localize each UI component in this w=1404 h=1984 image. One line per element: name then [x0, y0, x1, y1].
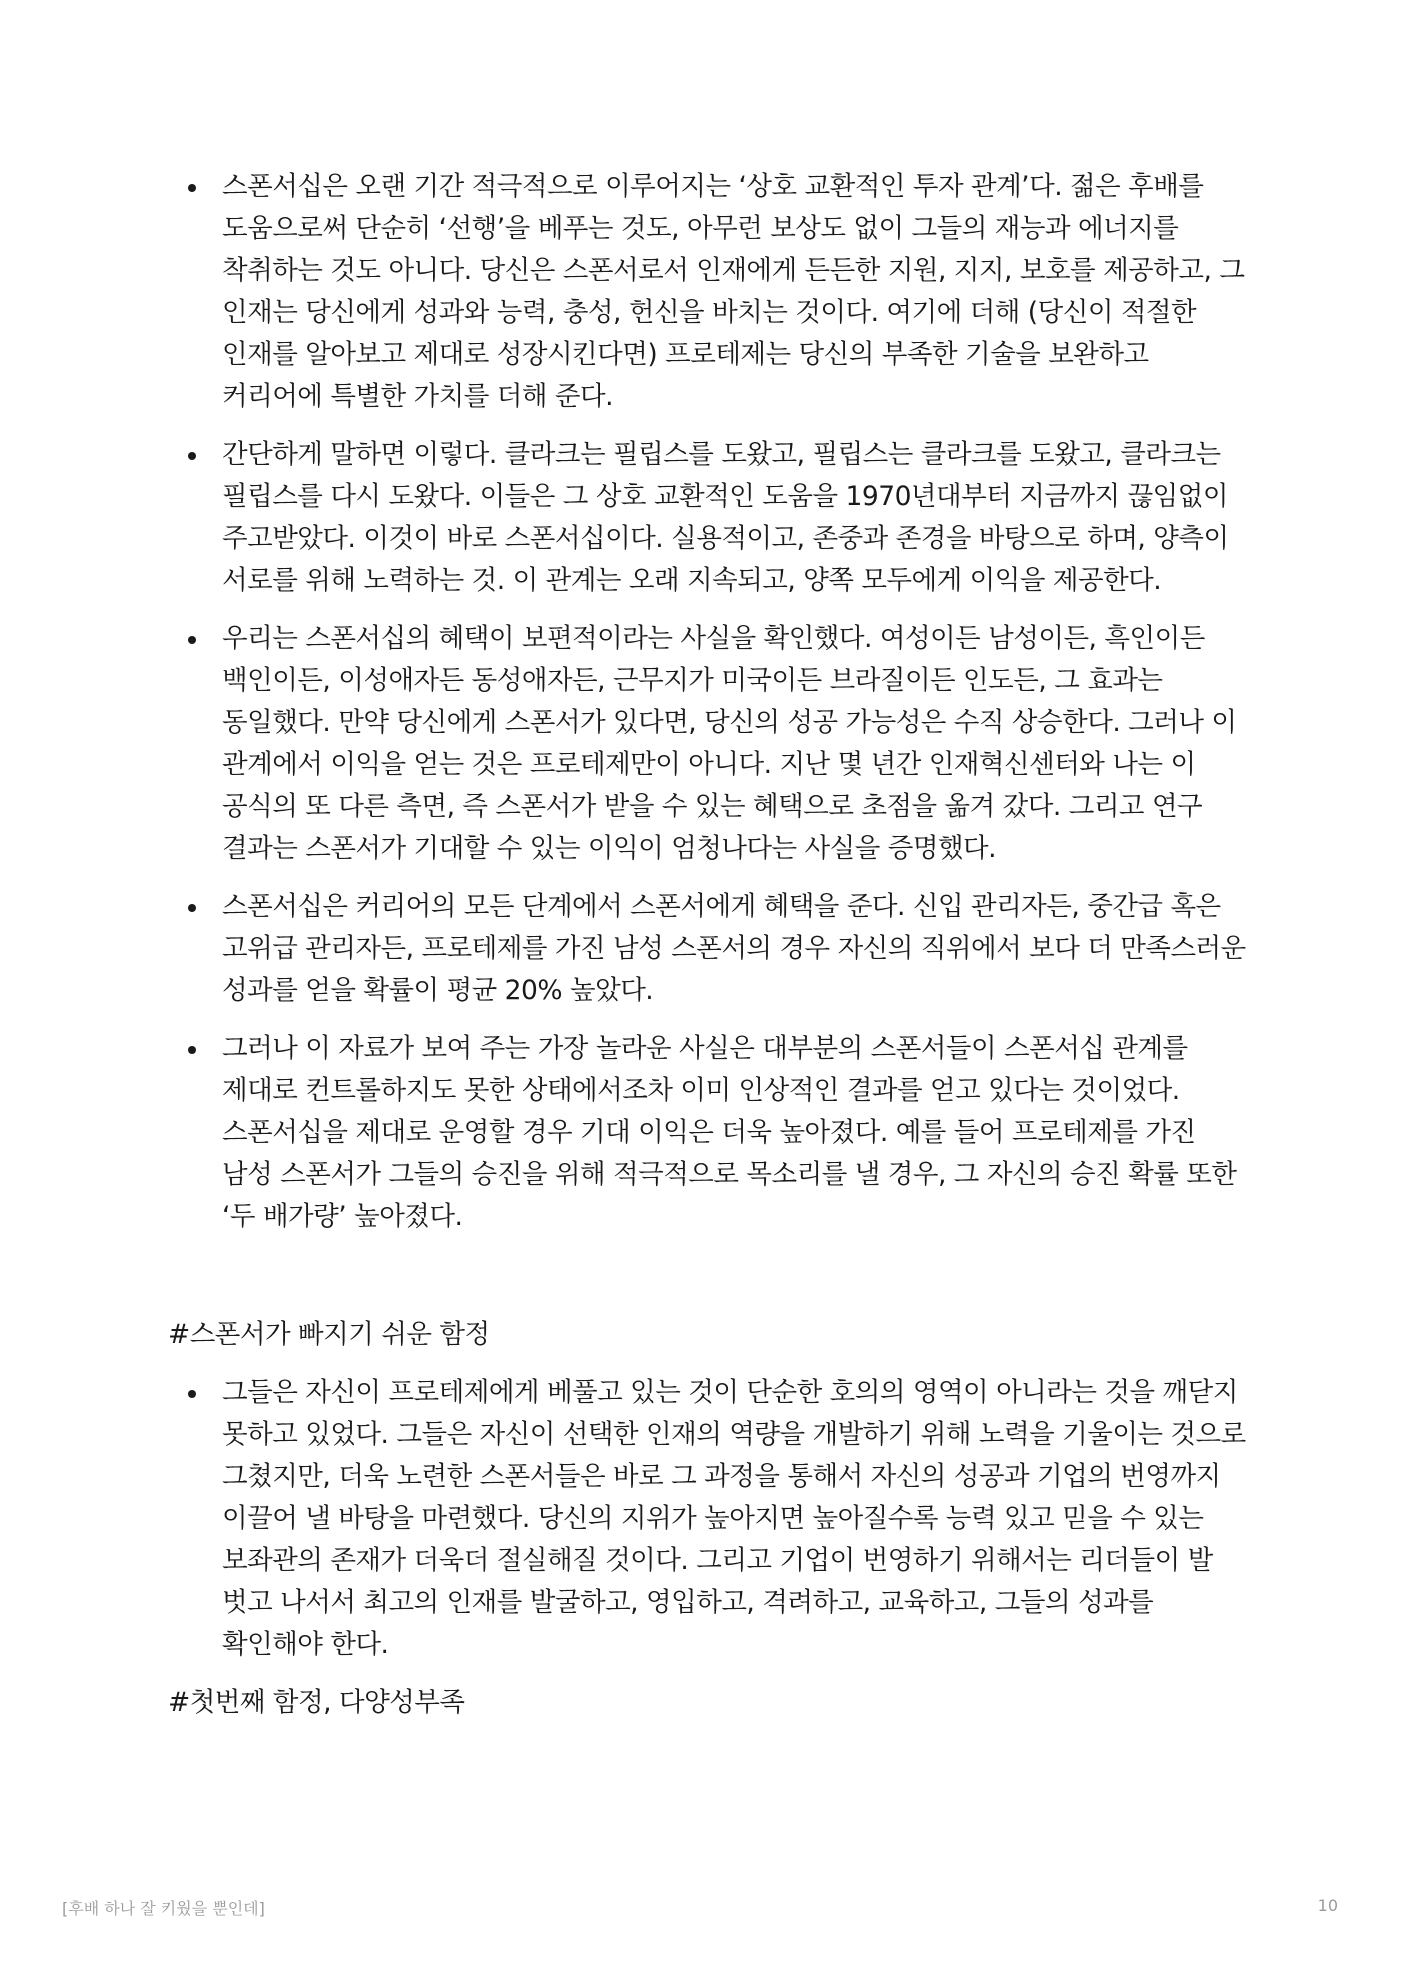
section-heading-first-trap: #첫번째 함정, 다양성부족 — [168, 1687, 465, 1718]
bullet-dot-icon — [188, 636, 196, 644]
list-item — [168, 434, 1248, 602]
paragraph-text: 그러나 이 자료가 보여 주는 가장 놀라운 사실은 대부분의 스폰서들이 스폰서십 관계를 제대로 컨트롤하지도 못한 상태에서조차 이미 인상적인 결과를 얻고 있다는 것이었다. 스폰서십을 제대로 운영할 경우 기대 이익은 더욱 높아졌다. 예를 들어 프로테제를 가진 남성 스폰서가 그들의 승진을 위해 적극적으로 목소리를 낼 경우, 그 자신의 승진 확률 또한 ‘두 배가량’ 높아졌다. — [222, 1033, 1237, 1232]
list-item — [168, 618, 1248, 870]
paragraph-text: 스폰서십은 커리어의 모든 단계에서 스폰서에게 혜택을 준다. 신입 관리자든, 중간급 혹은 고위급 관리자든, 프로테제를 가진 남성 스폰서의 경우 자신의 직위에서 보다 더 만족스러운 성과를 얻을 확률이 평균 20% 높았다. — [222, 891, 1246, 1006]
bullet-list-top — [168, 166, 1248, 1238]
list-item — [168, 886, 1248, 1012]
paragraph-text: 그들은 자신이 프로테제에게 베풀고 있는 것이 단순한 호의의 영역이 아니라는 것을 깨닫지 못하고 있었다. 그들은 자신이 선택한 인재의 역량을 개발하기 위해 노력을 기울이는 것으로 그쳤지만, 더욱 노련한 스폰서들은 바로 그 과정을 통해서 자신의 성공과 기업의 번영까지 이끌어 낼 바탕을 마련했다. 당신의 지위가 높아지면 높아질수록 능력 있고 믿을 수 있는 보좌관의 존재가 더욱더 절실해질 것이다. 그리고 기업이 번영하기 위해서는 리더들이 발 벗고 나서서 최고의 인재를 발굴하고, 영입하고, 격려하고, 교육하고, 그들의 성과를 확인해야 한다. — [222, 1377, 1246, 1660]
footer-book-title: [후배 하나 잘 키웠을 뿐인데] — [62, 1899, 265, 1918]
bullet-dot-icon — [188, 184, 196, 192]
paragraph-text: 스폰서십은 오랜 기간 적극적으로 이루어지는 ‘상호 교환적인 투자 관계’다. 젊은 후배를 도움으로써 단순히 ‘선행’을 베푸는 것도, 아무런 보상도 없이 그들의 재능과 에너지를 착취하는 것도 아니다. 당신은 스폰서로서 인재에게 든든한 지원, 지지, 보호를 제공하고, 그 인재는 당신에게 성과와 능력, 충성, 헌신을 바치는 것이다. 여기에 더해 (당신이 적절한 인재를 알아보고 제대로 성장시킨다면) 프로테제는 당신의 부족한 기술을 보완하고 커리어에 특별한 가치를 더해 준다. — [222, 171, 1245, 412]
bullet-dot-icon — [188, 452, 196, 460]
footer-page-number: 10 — [1317, 1896, 1338, 1915]
list-item — [168, 1028, 1248, 1238]
list-item — [168, 1372, 1248, 1666]
bullet-dot-icon — [188, 1390, 196, 1398]
spacer — [168, 1254, 1248, 1314]
bullet-dot-icon — [188, 1046, 196, 1054]
page-body — [168, 166, 1248, 1740]
list-item — [168, 166, 1248, 418]
bullet-list-mid — [168, 1372, 1248, 1666]
section-heading-traps: #스폰서가 빠지기 쉬운 함정 — [168, 1319, 490, 1350]
bullet-dot-icon — [188, 904, 196, 912]
paragraph-text: 간단하게 말하면 이렇다. 클라크는 필립스를 도왔고, 필립스는 클라크를 도왔고, 클라크는 필립스를 다시 도왔다. 이들은 그 상호 교환적인 도움을 1970년대부터 지금까지 끊임없이 주고받았다. 이것이 바로 스폰서십이다. 실용적이고, 존중과 존경을 바탕으로 하며, 양측이 서로를 위해 노력하는 것. 이 관계는 오래 지속되고, 양쪽 모두에게 이익을 제공한다. — [222, 439, 1229, 596]
paragraph-text: 우리는 스폰서십의 혜택이 보편적이라는 사실을 확인했다. 여성이든 남성이든, 흑인이든 백인이든, 이성애자든 동성애자든, 근무지가 미국이든 브라질이든 인도든, 그 효과는 동일했다. 만약 당신에게 스폰서가 있다면, 당신의 성공 가능성은 수직 상승한다. 그러나 이 관계에서 이익을 얻는 것은 프로테제만이 아니다. 지난 몇 년간 인재혁신센터와 나는 이 공식의 또 다른 측면, 즉 스폰서가 받을 수 있는 혜택으로 초점을 옮겨 갔다. 그리고 연구 결과는 스폰서가 기대할 수 있는 이익이 엄청나다는 사실을 증명했다. — [222, 623, 1237, 864]
